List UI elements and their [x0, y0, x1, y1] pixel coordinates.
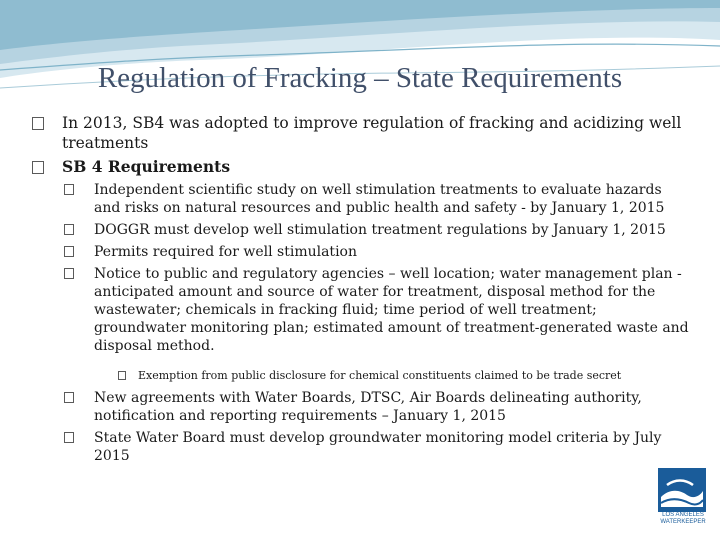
sub-bullet-text: DOGGR must develop well stimulation treatment regulations by January 1, 2015: [94, 222, 666, 238]
bullet-text: In 2013, SB4 was adopted to improve regulation of fracking and acidizing well treatments: [62, 114, 682, 152]
checkbox-bullet-icon: [64, 246, 74, 257]
checkbox-bullet-icon: [64, 184, 74, 195]
logo-caption: LOS ANGELES WATERKEEPER: [660, 512, 706, 525]
bullet-sb4-requirements: [32, 157, 692, 177]
checkbox-bullet-icon: [118, 371, 126, 380]
sub-bullet-text: Permits required for well stimulation: [94, 244, 357, 260]
sub-sub-bullet-text: Exemption from public disclosure for chemical constituents claimed to be trade secret: [138, 369, 622, 382]
checkbox-bullet-icon: [64, 224, 74, 235]
sub-bullet-scientific-study: [64, 181, 692, 217]
sub-bullet-text: Independent scientific study on well stimulation treatments to evaluate hazards and risks on natural resources and public health and safety - by January 1, 2015: [94, 182, 665, 216]
sub-bullet-permits: [64, 243, 692, 261]
sub-bullet-agreements: [64, 389, 692, 425]
checkbox-bullet-icon: [32, 117, 44, 130]
sub-bullet-public-notice: [64, 265, 692, 355]
checkbox-bullet-icon: [64, 392, 74, 403]
sub-bullet-text: Notice to public and regulatory agencies – well location; water management plan - anticipated amount and source of water for treatment, disposal method for the wastewater; chemicals in fracking fluid; time period of well treatment; groundwater monitoring plan; estimated amount of treatment-generated waste and disposal method.: [94, 266, 689, 354]
sub-bullet-groundwater-criteria: [64, 429, 692, 465]
sub-bullet-text: New agreements with Water Boards, DTSC, Air Boards delineating authority, notification and reporting requirements – January 1, 2015: [94, 390, 642, 424]
sub-bullet-doggr-regulations: [64, 221, 692, 239]
bullet-sb4-adopted: [32, 113, 692, 153]
slide-title: Regulation of Fracking – State Requirements: [97, 62, 623, 94]
slide-body: [32, 113, 692, 469]
bullet-text: SB 4 Requirements: [62, 157, 231, 176]
sub-sub-bullet-trade-secret: [118, 369, 692, 383]
checkbox-bullet-icon: [32, 161, 44, 174]
checkbox-bullet-icon: [64, 268, 74, 279]
sub-bullet-text: State Water Board must develop groundwater monitoring model criteria by July 2015: [94, 430, 662, 464]
checkbox-bullet-icon: [64, 432, 74, 443]
